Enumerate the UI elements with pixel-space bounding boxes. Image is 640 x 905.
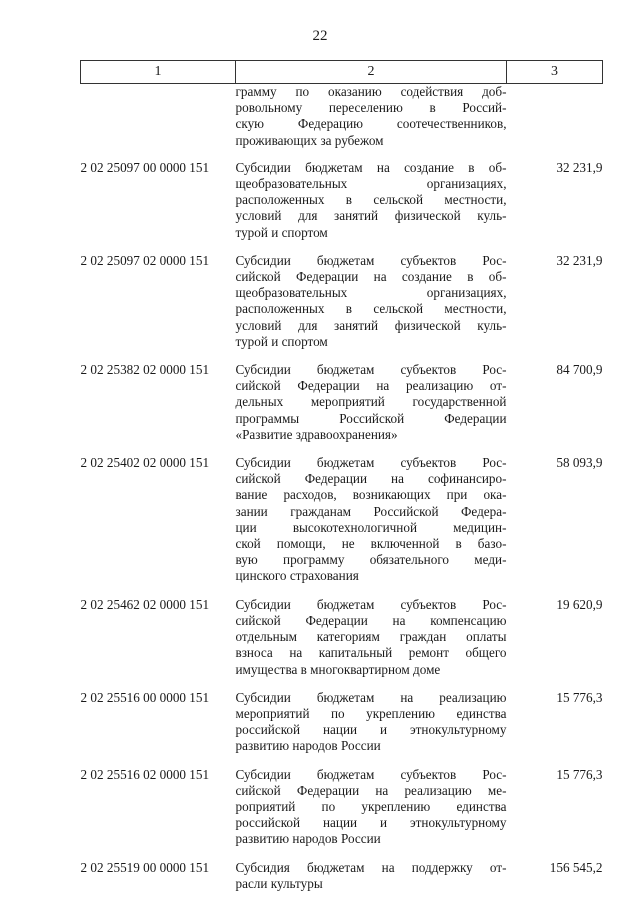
description-line: роприятий по укреплению единства [235, 798, 507, 814]
description-line: щеобразовательных организациях, [235, 285, 507, 301]
description-line: российской нации и этнокультурному [235, 815, 507, 831]
description-line: мероприятий по укреплению единства [235, 705, 507, 721]
description-line: ской помощи, не включенной в базо- [235, 536, 507, 552]
description-line: грамму по оказанию содействия доб- [235, 84, 507, 99]
description-line: Субсидии бюджетам на создание в об- [235, 159, 507, 175]
page-number: 22 [312, 28, 328, 44]
description-line: ции высокотехнологичной медицин- [235, 519, 507, 535]
amount: 32 231,9 [556, 159, 603, 175]
description [236, 597, 507, 690]
description-line: щеобразовательных организациях, [235, 176, 507, 192]
description-line: зании гражданам Российской Федера- [235, 503, 507, 519]
table-row [81, 455, 603, 597]
budget-table [80, 60, 603, 904]
table-row [81, 690, 603, 767]
column-header-3: 3 [507, 61, 603, 84]
description-line: Субсидии бюджетам субъектов Рос- [235, 362, 507, 378]
budget-code: 2 02 25516 02 0000 151 [80, 766, 210, 782]
table-row [81, 860, 603, 904]
description [236, 84, 507, 160]
budget-code: 2 02 25462 02 0000 151 [80, 596, 210, 612]
description-line: развитию народов России [235, 831, 381, 847]
table-row [81, 597, 603, 690]
table-row [81, 84, 603, 160]
amount: 15 776,3 [556, 689, 603, 705]
description-line: сийской Федерации на софинансиро- [235, 471, 507, 487]
description-line: турой и спортом [235, 224, 328, 240]
description [236, 860, 507, 904]
description-line: «Развитие здравоохранения» [235, 426, 398, 442]
budget-code: 2 02 25519 00 0000 151 [80, 859, 210, 875]
table-row [81, 767, 603, 860]
table-row [81, 362, 603, 455]
description-line: развитию народов России [235, 738, 381, 754]
description-line: российской нации и этнокультурному [235, 722, 507, 738]
budget-code: 2 02 25097 00 0000 151 [80, 159, 210, 175]
amount: 32 231,9 [556, 252, 603, 268]
table-row [81, 253, 603, 362]
description-line: дельных мероприятий государственной [235, 394, 507, 410]
budget-code: 2 02 25097 02 0000 151 [80, 252, 210, 268]
description-line: Субсидии бюджетам субъектов Рос- [235, 455, 507, 471]
description-line: проживающих за рубежом [235, 132, 384, 148]
description-line: имущества в многоквартирном доме [235, 661, 441, 677]
description-line: расположенных в сельской местности, [235, 192, 507, 208]
budget-code: 2 02 25402 02 0000 151 [80, 455, 210, 471]
description-line: отдельным категориям граждан оплаты [235, 629, 507, 645]
description-line: сийской Федерации на реализацию ме- [235, 782, 507, 798]
column-header-2: 2 [236, 61, 507, 84]
table-body [81, 84, 603, 904]
table-header [81, 61, 603, 84]
description [236, 253, 507, 362]
description-line: Субсидии бюджетам на реализацию [235, 689, 507, 705]
description [236, 362, 507, 455]
description-line: условий для занятий физической куль- [235, 317, 507, 333]
description-line: Субсидии бюджетам субъектов Рос- [235, 766, 507, 782]
description-line: сийской Федерации на компенсацию [235, 612, 507, 628]
description-line: Субсидия бюджетам на поддержку от- [235, 859, 507, 875]
description-line: скую Федерацию соотечественников, [235, 116, 507, 132]
amount: 156 545,2 [549, 859, 603, 875]
description [236, 160, 507, 253]
amount: 84 700,9 [556, 362, 603, 378]
amount: 58 093,9 [556, 455, 603, 471]
description-line: сийской Федерации на создание в об- [235, 269, 507, 285]
description [236, 767, 507, 860]
description-line: Субсидии бюджетам субъектов Рос- [235, 596, 507, 612]
table-row [81, 160, 603, 253]
description-line: турой и спортом [235, 333, 328, 349]
budget-code: 2 02 25516 00 0000 151 [80, 689, 210, 705]
description-line: взноса на капитальный ремонт общего [235, 645, 507, 661]
description-line: программы Российской Федерации [235, 410, 507, 426]
amount: 15 776,3 [556, 766, 603, 782]
amount: 19 620,9 [556, 596, 603, 612]
description-line: сийской Федерации на реализацию от- [235, 378, 507, 394]
amount [507, 84, 603, 160]
budget-code: 2 02 25382 02 0000 151 [80, 362, 210, 378]
description-line: цинского страхования [235, 568, 359, 584]
description-line: расположенных в сельской местности, [235, 301, 507, 317]
description-line: Субсидии бюджетам субъектов Рос- [235, 252, 507, 268]
description-line: условий для занятий физической куль- [235, 208, 507, 224]
description [236, 690, 507, 767]
description-line: ровольному переселению в Россий- [235, 100, 507, 116]
description-line: расли культуры [235, 875, 323, 891]
description [236, 455, 507, 597]
budget-code [81, 84, 236, 160]
description-line: вую программу обязательного меди- [235, 552, 507, 568]
description-line: вание расходов, возникающих при ока- [235, 487, 507, 503]
column-header-1: 1 [81, 61, 236, 84]
